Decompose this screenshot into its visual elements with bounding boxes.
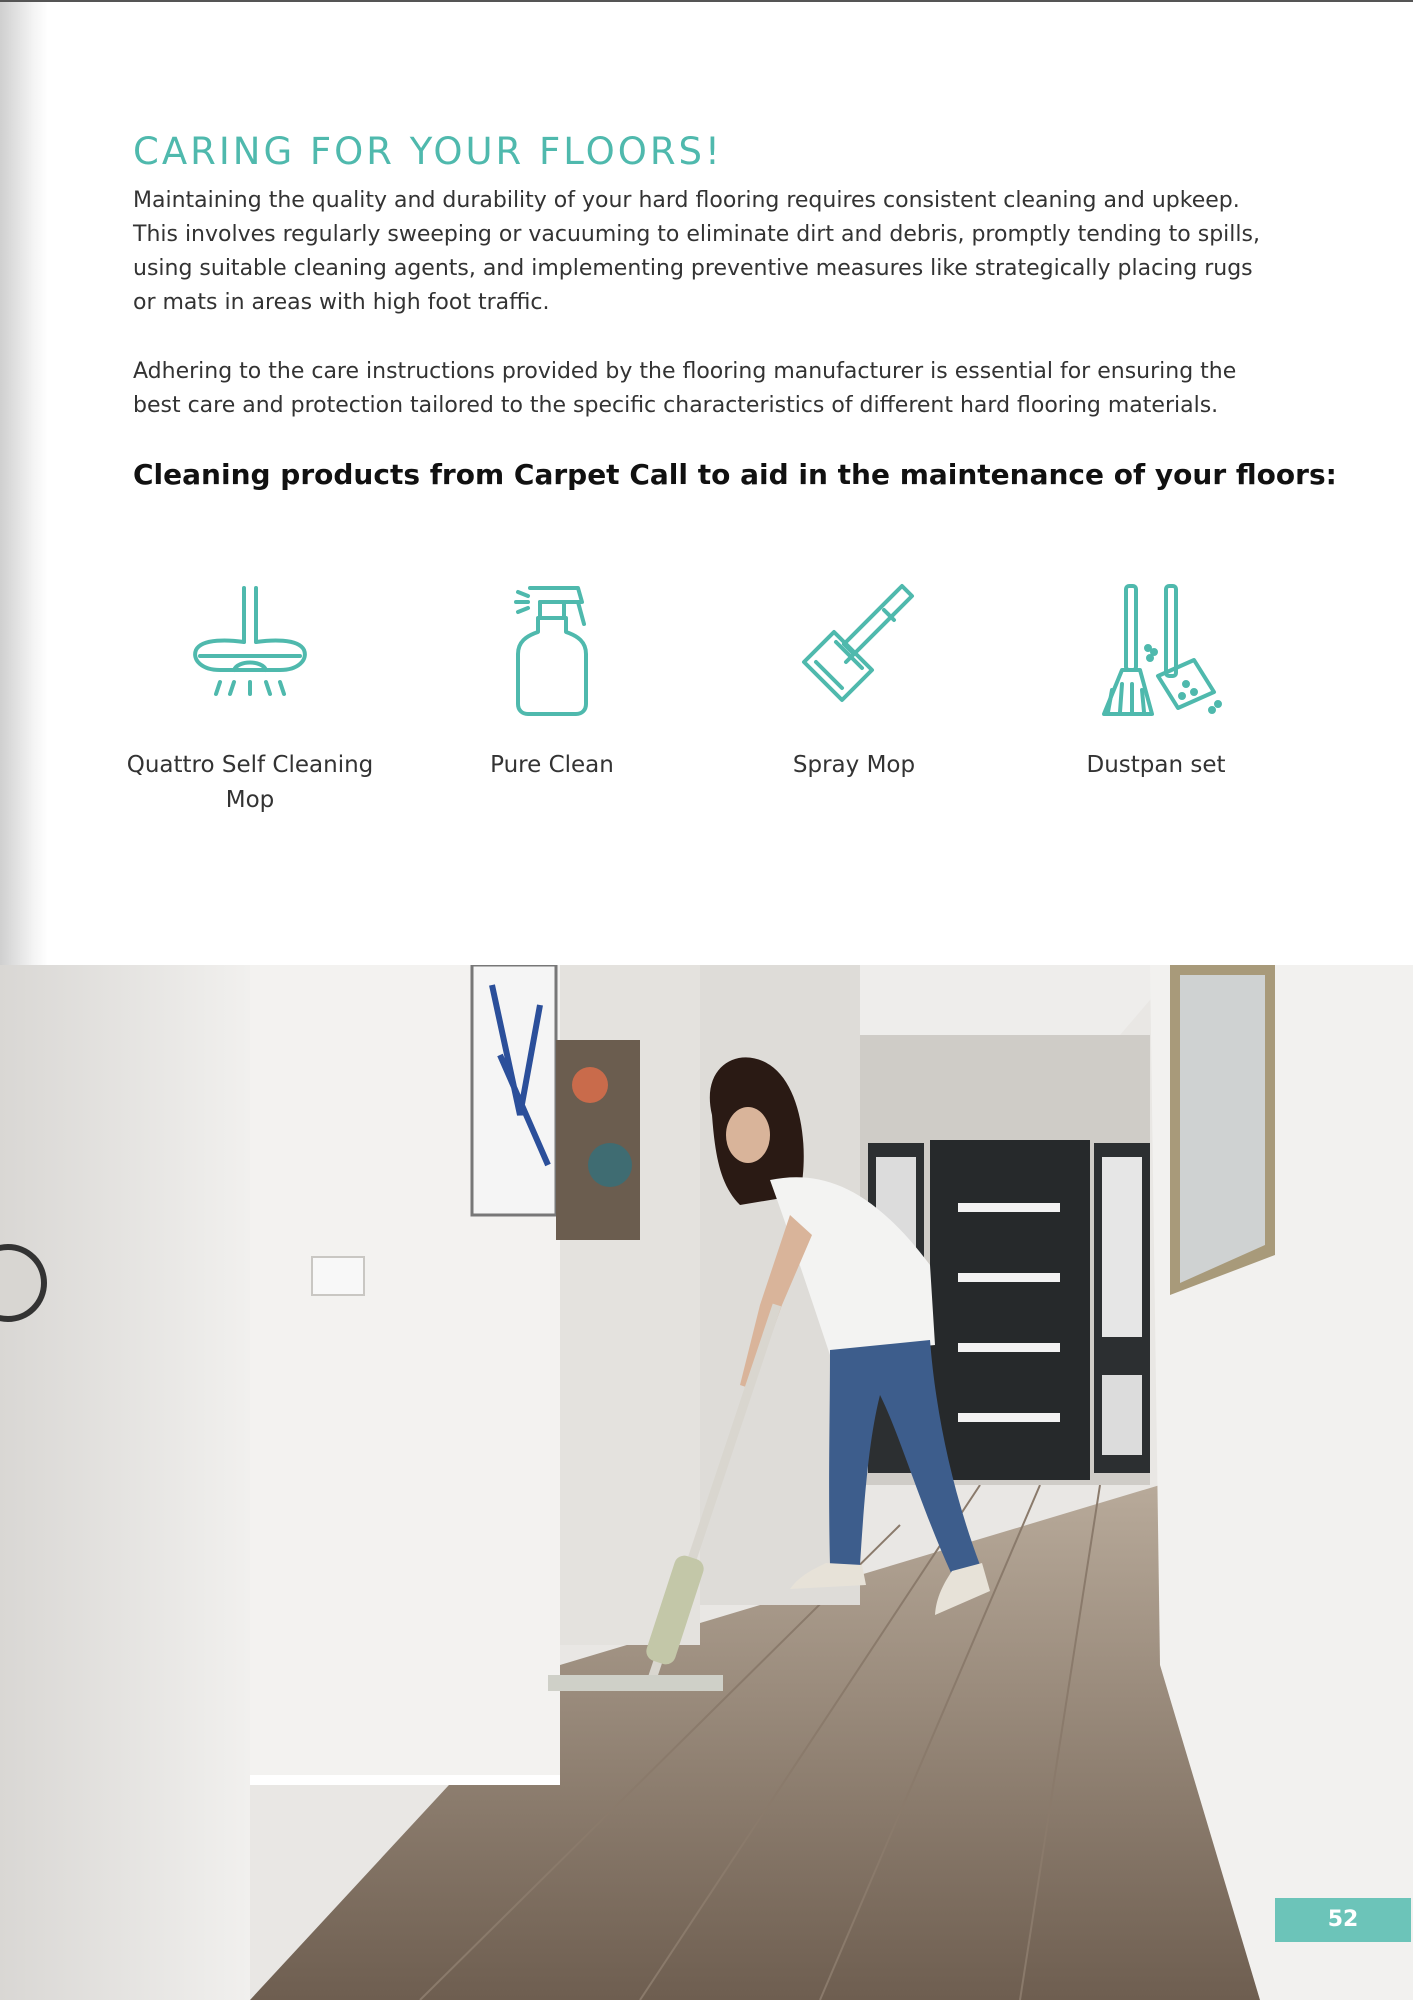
woman-mopping-illustration <box>0 965 1413 2000</box>
page-number-badge: 52 <box>1275 1898 1411 1942</box>
front-door <box>930 1140 1090 1480</box>
product-label: Spray Mop <box>792 752 916 778</box>
wall-clock <box>0 1247 44 1319</box>
product-label: Pure Clean <box>490 752 614 778</box>
self-cleaning-mop-icon <box>180 580 320 720</box>
spray-bottle-icon <box>482 580 622 720</box>
page-title: CARING FOR YOUR FLOORS! <box>133 130 723 173</box>
product-dustpan-set <box>1006 580 1306 783</box>
hallway-photo <box>0 965 1413 2000</box>
ceiling <box>820 965 1180 1035</box>
page-binding-shadow <box>0 0 48 965</box>
intro-paragraph: Maintaining the quality and durability of your hard flooring requires consistent cleaning and upkeep. This involves regularly sweeping or vacuuming to eliminate dirt and debris, promptly tending to spills, using suitable cleaning agents, and implementing preventive measures like strategically placing rugs or mats in areas with high foot traffic. <box>133 188 1260 315</box>
product-pure-clean <box>402 580 702 783</box>
care-paragraph: Adhering to the care instructions provided by the flooring manufacturer is essential for ensuring the best care and protection tailored to the specific characteristics of different hard flooring materials. <box>133 359 1237 418</box>
product-label: Quattro Self Cleaning Mop <box>126 752 374 813</box>
product-label: Dustpan set <box>1086 752 1226 778</box>
broom-dustpan-icon <box>1086 580 1226 720</box>
product-spray-mop <box>704 580 1004 783</box>
product-quattro-mop <box>100 580 400 818</box>
spray-mop-icon <box>784 580 924 720</box>
products-subheading: Cleaning products from Carpet Call to aid in the maintenance of your floors: <box>133 458 1337 491</box>
light-switch <box>312 1257 364 1295</box>
left-wall <box>0 965 250 2000</box>
top-border <box>0 0 1413 2</box>
